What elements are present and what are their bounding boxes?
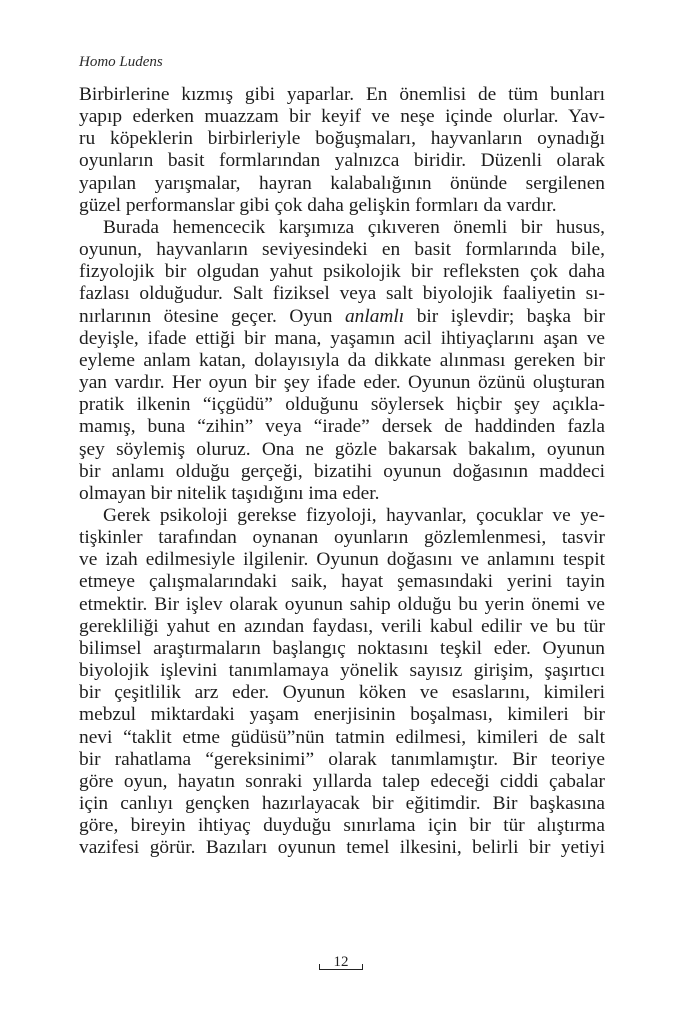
- text-line: etmeye çalışmalarındaki saik, hayat şemasındaki yerini tayin: [79, 571, 605, 593]
- text-line: göre, bireyin ihtiyaç duyduğu sınırlama için bir tür alıştırma: [79, 815, 605, 837]
- text-line: fazlası olduğudur. Salt fiziksel veya salt biyolojik faaliyetin sı-: [79, 283, 605, 305]
- text-line: bir rahatlama “gereksinimi” olarak tanımlamıştır. Bir teoriye: [79, 748, 605, 770]
- paragraph-first-line: Burada hemencecik karşımıza çıkıveren önemli bir husus,: [103, 216, 605, 238]
- paragraph-last-line: olmayan bir nitelik taşıdığını ima eder.: [79, 482, 380, 504]
- emphasis-word: anlamlı: [344, 305, 405, 327]
- text-line: mebzul miktardaki yaşam enerjisinin boşalması, kimileri bir: [79, 704, 605, 726]
- text-line: vazifesi görür. Bazıları oyunun temel ilkesini, belirli bir yetiyi: [79, 837, 605, 859]
- text-line: gerekliliği yahut en azından faydası, verili kabul edilir ve bu tür: [79, 615, 605, 637]
- text-line: nevi “taklit etme güdüsü”nün tatmin edilmesi, kimileri de salt: [79, 726, 605, 748]
- text-line: pratik ilkenin “içgüdü” olduğunu söylersek hiçbir şey açıkla-: [79, 394, 605, 416]
- text-line: göre oyun, hayatın sonraki yıllarda talep edeceği ciddi çabalar: [79, 770, 605, 792]
- text-line: bir anlamı olduğu gerçeği, bizatihi oyunun doğasının maddeci: [79, 460, 605, 482]
- text-line: ru köpeklerin birbirleriyle boğuşmaları, hayvanların oynadığı: [79, 128, 605, 150]
- text-fragment: bir işlevdir; başka bir: [404, 305, 605, 327]
- text-line: eyleme anlam katan, dolayısıyla da dikkate alınması gereken bir: [79, 349, 605, 371]
- paragraph-last-line: güzel performanslar gibi çok daha gelişkin formları da vardır.: [79, 194, 557, 216]
- text-line: mamış, buna “zihin” veya “irade” dersek de haddinden fazla: [79, 416, 605, 438]
- text-line: biyolojik işlevini tanımlamaya yönelik sayısız girişim, şaşırtıcı: [79, 660, 605, 682]
- text-line: etmektir. Bir işlev olarak oyunun sahip olduğu bu yerin önemi ve: [79, 593, 605, 615]
- running-head: Homo Ludens: [79, 54, 163, 70]
- text-line: yapıp ederken muazzam bir keyif ve neşe içinde olurlar. Yav-: [79, 106, 605, 128]
- page-number: 12: [333, 954, 349, 970]
- text-line: fizyolojik bir olgudan yahut psikolojik bir refleksten çok daha: [79, 261, 605, 283]
- text-line: için canlıyı gençken hazırlayacak bir eğitimdir. Bir başkasına: [79, 793, 605, 814]
- text-line: oyunların basit formlarından yalnızca biridir. Düzenli olarak: [79, 150, 605, 172]
- text-line: bilimsel araştırmaların başlangıç noktasını teşkil eder. Oyunun: [79, 637, 605, 659]
- text-line: Birbirlerine kızmış gibi yaparlar. En önemlisi de tüm bunları: [79, 84, 605, 105]
- text-line: ve izah edilmesiyle ilgilenir. Oyunun doğasını ve anlamını tespit: [79, 549, 605, 571]
- text-line: deyişle, ifade ettiği bir mana, yaşamın acil ihtiyaçlarını aşan ve: [79, 327, 605, 349]
- text-line: bir çeşitlilik arz eder. Oyunun köken ve esaslarını, kimileri: [79, 682, 605, 704]
- text-line: şey söylemiş oluruz. Ona ne gözle bakarsak bakalım, oyunun: [79, 438, 605, 460]
- body-text: [79, 84, 605, 859]
- text-line-with-emphasis: [79, 306, 605, 328]
- paragraph-first-line: Gerek psikoloji gerekse fizyoloji, hayvanlar, çocuklar ve ye-: [103, 504, 605, 526]
- text-line: yan vardır. Her oyun bir şey ifade eder. Oyunun özünü oluşturan: [79, 372, 605, 394]
- page-number-bracket: [319, 964, 363, 970]
- text-line: yapılan yarışmalar, hayran kalabalığının önünde sergilenen: [79, 172, 605, 194]
- text-line: tişkinler tarafından oynanan oyunların gözlemlenmesi, tasvir: [79, 527, 605, 549]
- text-line: oyunun, hayvanların seviyesindeki en basit formlarında bile,: [79, 239, 605, 261]
- text-fragment: nırlarının ötesine geçer. Oyun: [79, 305, 345, 327]
